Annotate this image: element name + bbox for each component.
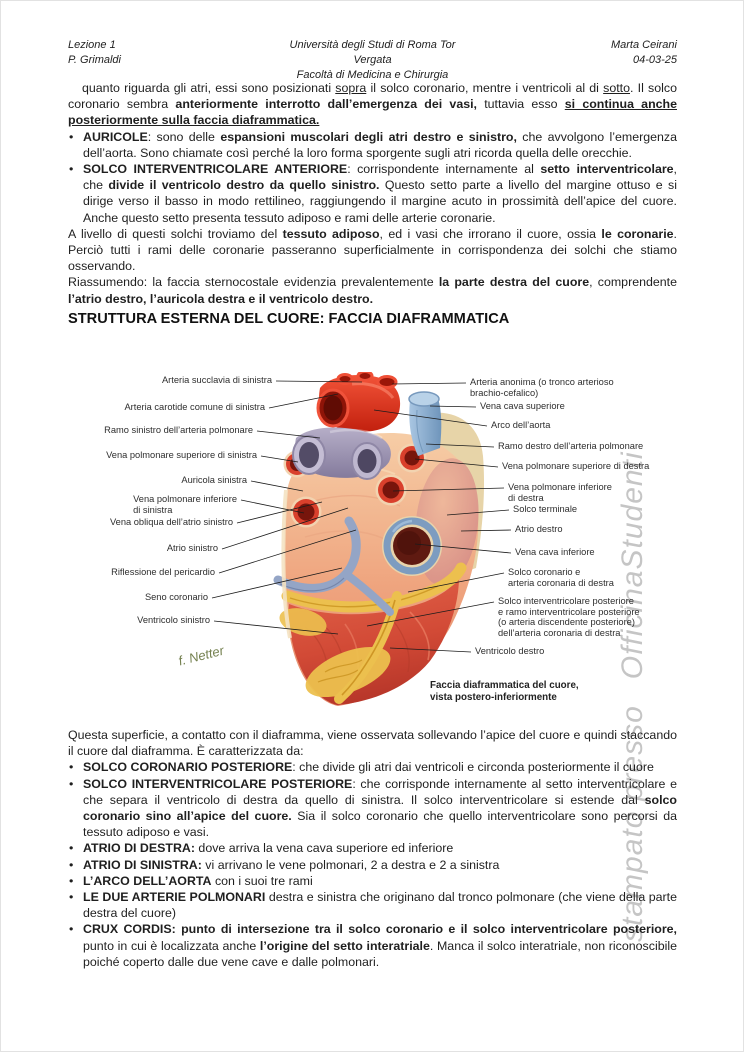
- bullet-item: • AURICOLE: sono delle espansioni muscolari degli atri destro e sinistro, che avvolgono l’emergenza dell’aorta. Sono chiamate così perché la loro forma sporgente sugli atri ricorda quella delle orecchie.: [69, 129, 677, 160]
- paragraph: A livello di questi solchi troviamo del tessuto adiposo, ed i vasi che irrorano il cuore, ossia le coronarie. Perciò tutti i rami delle coronarie passeranno superficialmente in corrispondenza dei solchi che stiamo osservando.: [68, 226, 677, 274]
- header-university: Università degli Studi di Roma Tor Vergata: [289, 39, 456, 66]
- watermark-part2: OfficinaStudenti: [616, 451, 649, 680]
- figure-caption: [430, 680, 579, 703]
- figure-label: Arteria anonima (o tronco arterioso brachio-cefalico): [470, 377, 614, 398]
- bullet-item: • CRUX CORDIS: punto di intersezione tra il solco coronario e il solco interventricolare posteriore, punto in cui è localizzata anche l’origine del setto interatriale. Manca il solco interatriale, non riconoscibile poiché coperto dalle due vene cave e dalle polmonari.: [69, 922, 677, 969]
- figure-label: Vena obliqua dell’atrio sinistro: [109, 517, 233, 527]
- figure-label: Arteria carotide comune di sinistra: [124, 402, 265, 412]
- figure-label: Solco terminale: [513, 504, 578, 514]
- header-faculty: Facoltà di Medicina e Chirurgia: [296, 69, 449, 81]
- caption-line1: Faccia diaframmatica del cuore,: [430, 680, 579, 691]
- bullet-marker: •: [69, 873, 74, 888]
- bullet-item: • SOLCO INTERVENTRICOLARE POSTERIORE: che corrisponde internamente al setto interventricolare e che separa il ventricolo di destra da quello di sinistra. Il solco interventricolare si estende dal solco coronario sino all’apice del cuore. Sia il solco coronario che quello interventricolare sono percorsi da tessuto adiposo e vasi.: [69, 776, 678, 840]
- figure-label: Vena polmonare superiore di sinistra: [106, 450, 257, 460]
- figure-label: Atrio destro: [515, 524, 563, 534]
- bullet-marker: •: [69, 857, 74, 872]
- figure-label: Auricola sinistra: [181, 475, 247, 485]
- header-professor: P. Grimaldi: [68, 54, 121, 66]
- header-date: 04-03-25: [632, 54, 677, 66]
- paragraph: Riassumendo: la faccia sternocostale evidenzia prevalentemente la parte destra del cuore, comprendente l’atrio destro, l’auricola destra e il ventricolo destro.: [68, 275, 677, 306]
- paragraph: quanto riguarda gli atri, essi sono posizionati sopra il solco coronario, mentre i ventricoli al di sotto. Il solco coronario sembra anteriormente interrotto dall’emergenza dei vasi, tuttavia esso si continua anche posteriormente sulla faccia diaframmatica.: [68, 81, 677, 128]
- heart-figure: [90, 372, 660, 714]
- aorta: [318, 372, 400, 432]
- page-header: [68, 38, 677, 83]
- bullet-item: • ATRIO DI SINISTRA: vi arrivano le vene polmonari, 2 a destra e 2 a sinistra: [69, 857, 500, 872]
- bullet-item: • SOLCO CORONARIO POSTERIORE: che divide gli atri dai ventricoli e circonda posteriormente il cuore: [69, 760, 654, 775]
- figure-label: Ventricolo sinistro: [137, 615, 210, 625]
- header-left: [68, 38, 271, 83]
- paragraph: Questa superficie, a contatto con il diaframma, viene osservata sollevando l’apice del cuore e quindi staccando il cuore dal diaframma. È caratterizzata da:: [68, 728, 677, 759]
- header-right: [474, 38, 677, 83]
- artist-signature: f. Netter: [176, 642, 226, 669]
- figure-label: Vena polmonare inferiore di destra: [508, 482, 612, 503]
- bullet-item: • LE DUE ARTERIE POLMONARI destra e sinistra che originano dal tronco polmonare (che viene della parte destra del cuore): [69, 890, 678, 921]
- bullet-item: • ATRIO DI DESTRA: dove arriva la vena cava superiore ed inferiore: [69, 841, 454, 856]
- watermark-part1: stampato presso: [616, 705, 649, 942]
- figure-label: Ramo destro dell’arteria polmonare: [498, 441, 644, 451]
- bullet-marker: •: [69, 129, 74, 144]
- figure-label: Seno coronario: [144, 592, 208, 602]
- figure-label: Ramo sinistro dell’arteria polmonare: [104, 425, 253, 435]
- pulmonary-artery: [293, 427, 391, 479]
- bullet-item: • SOLCO INTERVENTRICOLARE ANTERIORE: corrispondente internamente al setto interventricolare, che divide il ventricolo destro da quello sinistro. Questo setto parte a livello del margine ottuso e si dirige verso il basso in modo rettilineo, raggiungendo il margine acuto in prossimità dell’apice del cuore. Anche questo setto presenta tessuto adiposo e rami delle arterie coronarie.: [69, 162, 678, 225]
- figure-label: Solco coronario e arteria coronaria di destra: [508, 567, 614, 588]
- section-title: STRUTTURA ESTERNA DEL CUORE: FACCIA DIAFRAMMATICA: [68, 311, 510, 327]
- header-center: [271, 38, 474, 83]
- header-lesson: Lezione 1: [68, 39, 116, 51]
- bullet-marker: •: [69, 760, 74, 775]
- figure-label: Ventricolo destro: [475, 646, 545, 656]
- figure-label: Vena polmonare inferiore di sinistra: [133, 494, 237, 515]
- figure-label: Vena cava inferiore: [515, 547, 595, 557]
- bullet-marker: •: [69, 890, 74, 905]
- figure-label: Riflessione del pericardio: [111, 567, 215, 577]
- figure-label: Solco interventricolare posteriore e ramo interventricolare posteriore (o arteria discendente posteriore) dell’arteria coronaria di destra: [498, 596, 640, 638]
- figure-label: Vena polmonare superiore di destra: [502, 461, 650, 471]
- figure-label: Atrio sinistro: [166, 543, 218, 553]
- figure-label: Arco dell’aorta: [491, 420, 551, 430]
- bullet-marker: •: [69, 162, 74, 177]
- caption-line2: vista postero-inferiormente: [430, 691, 557, 703]
- figure-label: Vena cava superiore: [480, 401, 565, 411]
- header-student: Marta Ceirani: [610, 39, 677, 51]
- body-bottom-text: [68, 727, 677, 970]
- bullet-marker: •: [69, 776, 74, 791]
- bullet-marker: •: [69, 922, 74, 937]
- body-top-text: [68, 80, 677, 307]
- figure-label: Arteria succlavia di sinistra: [161, 375, 272, 385]
- bullet-marker: •: [69, 841, 74, 856]
- bullet-item: • L’ARCO DELL’AORTA con i suoi tre rami: [69, 873, 313, 888]
